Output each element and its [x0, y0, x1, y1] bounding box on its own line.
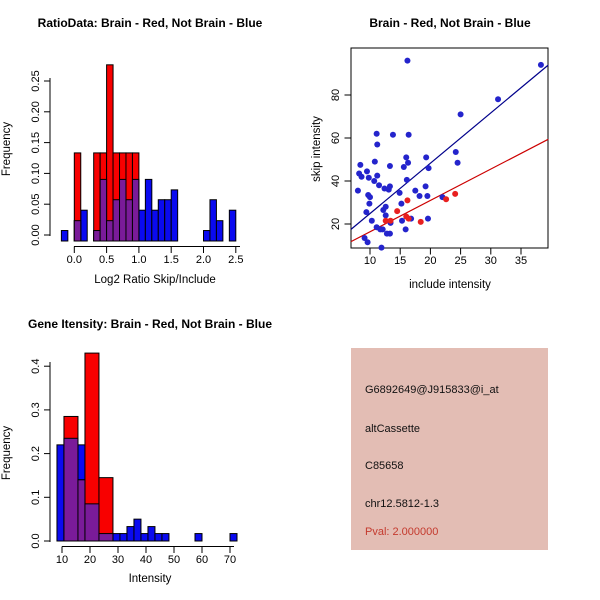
scatter-x-tick-label: 25 [454, 255, 467, 267]
scatter-point-blue [383, 212, 389, 218]
gene-hist-plot [30, 353, 237, 566]
gene-hist-title: Gene Itensity: Brain - Red, Not Brain - Blue [27, 317, 273, 331]
scatter-ylabel: skip intensity [311, 116, 323, 182]
ratio-hist-bar-blue [229, 210, 235, 241]
scatter-point-blue [367, 194, 373, 200]
ratio-hist-y-tick-label: 0.00 [30, 224, 42, 246]
scatter-point-blue [495, 96, 501, 102]
ratio-hist-x-tick-label: 1.0 [131, 254, 147, 266]
ratio-hist-bar-blue [81, 210, 87, 241]
ratio-hist-bar-overlap [113, 200, 119, 241]
scatter-point-blue [378, 245, 384, 251]
gene-hist-xlabel: Intensity [128, 573, 172, 585]
scatter-point-blue [376, 182, 382, 188]
scatter-point-red [394, 208, 400, 214]
scatter-point-blue [423, 154, 429, 160]
scatter-x-tick-label: 35 [514, 255, 528, 267]
gene-hist-bar-blue [230, 534, 237, 541]
ratio-hist-y-tick-label: 0.15 [30, 131, 42, 154]
ratio-hist-y-tick-label: 0.10 [30, 162, 42, 185]
scatter-point-blue [397, 190, 403, 196]
scatter-point-blue [455, 160, 461, 166]
scatter-point-blue [538, 62, 544, 68]
ratio-hist-bar-blue [61, 231, 67, 241]
ratio-hist-bar-red [107, 65, 113, 241]
ratio-hist-bar-blue [171, 190, 177, 241]
ratio-hist-bar-blue [165, 200, 171, 241]
ratio-hist-title: RatioData: Brain - Red, Not Brain - Blue [37, 16, 263, 30]
scatter-plot [330, 48, 548, 267]
gene-hist-bar-blue [162, 534, 169, 541]
ratio-hist-y-tick-label: 0.20 [30, 101, 42, 123]
scatter-point-red [443, 196, 449, 202]
scatter-point-blue [387, 163, 393, 169]
gene-hist-ylabel: Frequency [1, 425, 13, 481]
gene-hist-y-tick-label: 0.3 [30, 402, 42, 418]
gene-hist-y-tick-label: 0.4 [30, 358, 42, 374]
scatter-point-blue [404, 58, 410, 64]
scatter-point-blue [364, 168, 370, 174]
ratio-hist-bar-overlap [126, 200, 132, 241]
scatter-point-blue [374, 131, 380, 137]
gene-hist-bar-overlap [64, 438, 78, 541]
clone-id-text: C85658 [365, 460, 404, 472]
gene-hist-bar-blue [57, 445, 64, 541]
gene-hist-bar-overlap [99, 534, 113, 541]
gene-hist-bar-blue [148, 527, 155, 541]
gene-hist-y-tick-label: 0.2 [30, 445, 42, 462]
scatter-point-blue [424, 193, 430, 199]
scatter-point-blue [423, 183, 429, 189]
scatter-point-blue [355, 188, 361, 194]
ratio-hist-bar-blue [158, 200, 164, 241]
scatter-point-red [406, 216, 412, 222]
gene-hist-bar-blue [127, 527, 134, 541]
ratio-hist-y-tick-label: 0.05 [30, 193, 42, 215]
scatter-point-blue [387, 231, 393, 237]
scatter-fit_not_brain-line [351, 65, 548, 229]
ratio-hist-x-tick-label: 0.0 [66, 254, 82, 266]
ratio-hist-bar-overlap [107, 221, 113, 241]
scatter-y-tick-label: 60 [330, 131, 342, 145]
scatter-point-blue [359, 174, 365, 180]
scatter-y-tick-label: 40 [330, 174, 342, 188]
scatter-fit_brain-line [351, 139, 548, 241]
scatter-point-blue [403, 154, 409, 160]
gene-hist-bar-blue [134, 519, 141, 541]
gene-hist-bar-blue [113, 534, 120, 541]
pval-text: Pval: 2.000000 [365, 526, 439, 538]
scatter-point-blue [412, 188, 418, 194]
ratio-hist-bar-blue [204, 231, 210, 241]
scatter-title: Brain - Red, Not Brain - Blue [369, 16, 531, 30]
scatter-point-blue [366, 201, 372, 207]
gene-hist-bar-blue [120, 534, 127, 541]
scatter-point-blue [374, 173, 380, 179]
gene-info-panel [351, 348, 548, 550]
gene-hist-bar-blue [141, 534, 148, 541]
scatter-point-blue [426, 165, 432, 171]
scatter-point-red [404, 197, 410, 203]
scatter-point-blue [383, 204, 389, 210]
gene-hist-bar-overlap [85, 504, 99, 541]
scatter-point-blue [405, 160, 411, 166]
ratio-hist-x-tick-label: 0.5 [98, 254, 115, 266]
gene-hist-y-tick-label: 0.1 [30, 489, 42, 505]
gene-hist-x-tick-label: 20 [83, 554, 97, 566]
scatter-x-tick-label: 30 [484, 255, 497, 267]
scatter-point-blue [357, 162, 363, 168]
ratio-hist-bar-overlap [100, 179, 106, 241]
gene-hist-bar-blue [155, 534, 162, 541]
scatter-y-tick-label: 80 [330, 88, 342, 102]
ratio-hist-bar-blue [152, 210, 158, 241]
scatter-point-blue [380, 226, 386, 232]
gene-hist-bar-overlap [78, 480, 85, 541]
scatter-point-blue [390, 132, 396, 138]
scatter-point-blue [365, 239, 371, 245]
scatter-point-blue [374, 141, 380, 147]
scatter-point-blue [406, 132, 412, 138]
event-type-text: altCassette [365, 423, 421, 435]
ratio-hist-y-tick-label: 0.25 [30, 70, 42, 92]
ratio-hist-bar-overlap [74, 221, 80, 241]
ratio-hist-bar-overlap [132, 179, 138, 241]
gene-hist-bar-blue [195, 534, 202, 541]
ratio-hist-bar-overlap [94, 231, 100, 241]
scatter-point-blue [458, 111, 464, 117]
scatter-point-blue [366, 175, 372, 181]
scatter-point-blue [387, 183, 393, 189]
gene-hist-bar-red [99, 478, 113, 541]
ratio-hist-x-tick-label: 1.5 [163, 254, 179, 266]
scatter-point-blue [369, 218, 375, 224]
scatter-x-tick-label: 10 [363, 255, 377, 267]
gene-hist-y-tick-label: 0.0 [30, 533, 42, 549]
gene-hist-x-tick-label: 50 [167, 554, 181, 566]
scatter-point-red [452, 191, 458, 197]
scatter-x-tick-label: 20 [424, 255, 437, 267]
scatter-point-blue [425, 216, 431, 222]
gene-hist-x-tick-label: 60 [195, 554, 209, 566]
locus-text: chr12.5812-1.3 [365, 498, 439, 510]
scatter-y-tick-label: 20 [330, 217, 342, 231]
scatter-point-blue [363, 209, 369, 215]
scatter-point-blue [403, 226, 409, 232]
ratio-hist-bar-overlap [120, 179, 126, 241]
scatter-point-blue [417, 193, 423, 199]
scatter-xlabel: include intensity [409, 279, 491, 291]
ratio-hist-xlabel: Log2 Ratio Skip/Include [94, 274, 216, 286]
gene-hist-x-tick-label: 10 [55, 554, 69, 566]
ratio-hist-x-tick-label: 2.5 [228, 254, 244, 266]
ratio-hist-plot [30, 65, 243, 266]
gene-hist-x-tick-label: 30 [111, 554, 125, 566]
ratio-hist-x-tick-label: 2.0 [195, 254, 212, 266]
scatter-point-blue [401, 164, 407, 170]
scatter-x-tick-label: 15 [394, 255, 407, 267]
scatter-point-blue [399, 218, 405, 224]
scatter-point-blue [372, 159, 378, 165]
scatter-point-blue [371, 178, 377, 184]
ratio-hist-bar-blue [216, 221, 222, 241]
scatter-point-blue [398, 201, 404, 207]
ratio-hist-bar-blue [210, 200, 216, 241]
ratio-hist-bar-red [94, 153, 100, 241]
scatter-point-blue [404, 177, 410, 183]
probe-id-text: G6892649@J915833@i_at [365, 384, 499, 396]
ratio-hist-bar-blue [145, 179, 151, 241]
scatter-point-blue [453, 149, 459, 155]
scatter-point-red [388, 218, 394, 224]
ratio-hist-ylabel: Frequency [1, 121, 13, 177]
gene-hist-x-tick-label: 70 [223, 554, 237, 566]
gene-hist-x-tick-label: 40 [139, 554, 153, 566]
ratio-hist-bar-blue [139, 210, 145, 241]
scatter-point-red [418, 219, 424, 225]
